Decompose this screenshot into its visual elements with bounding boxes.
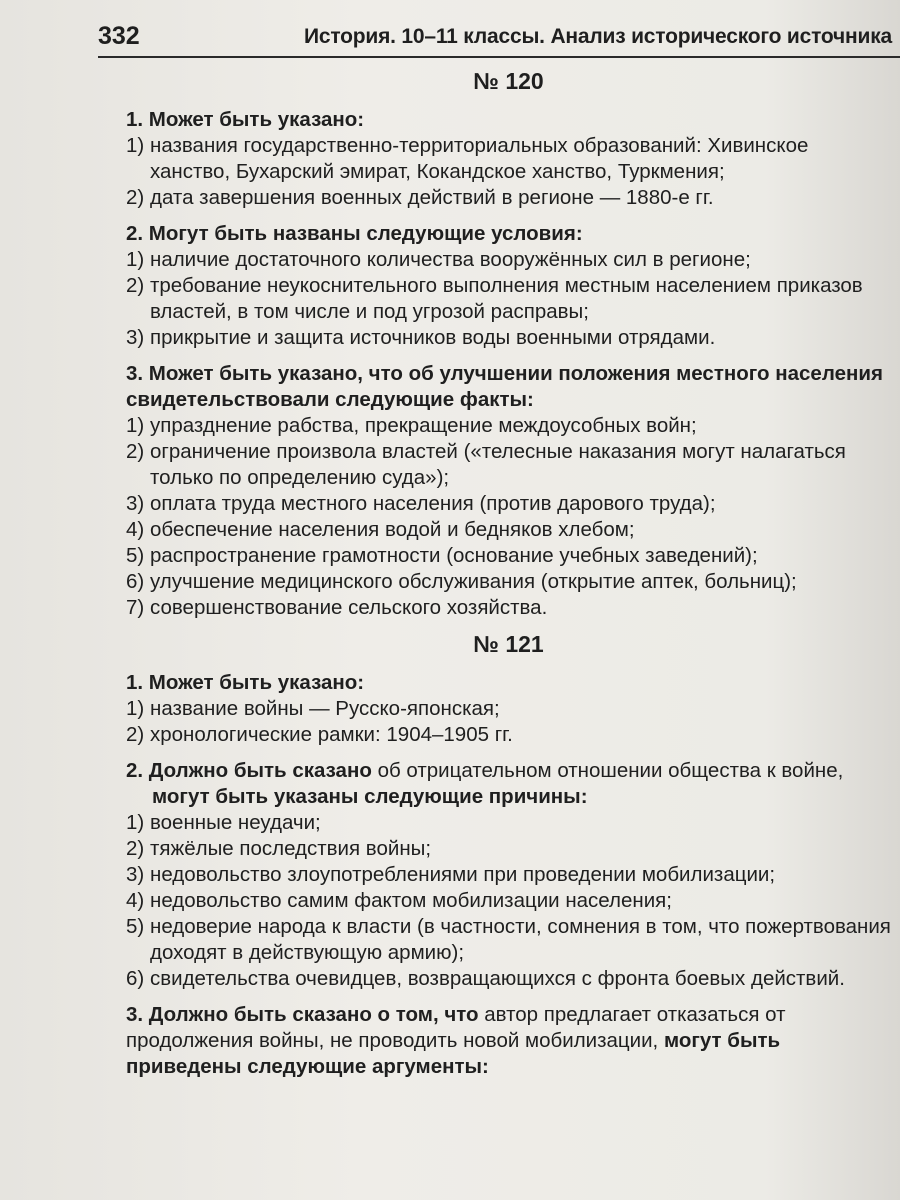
list-item: 4) обеспечение населения водой и бедняков хлебом; xyxy=(126,518,635,541)
list-item: 1) названия государственно-территориальных образований: Хивинское ханство, Бухарский эмират, Кокандское ханство, Туркмения; xyxy=(126,134,809,183)
list-item: 2) ограничение произвола властей («телесные наказания могут налагаться только по определению суда»); xyxy=(126,440,846,489)
question-heading: 2. Должно быть сказано об отрицательном отношении общества к войне, могут быть указаны следующие причины: xyxy=(126,759,844,808)
answer-list xyxy=(126,696,891,748)
question-heading: 1. Может быть указано: xyxy=(126,671,365,694)
list-item: 5) недоверие народа к власти (в частности, сомнения в том, что пожертвования доходят в действующую армию); xyxy=(126,915,891,964)
question-heading: 2. Могут быть названы следующие условия: xyxy=(126,222,583,245)
list-item: 2) хронологические рамки: 1904–1905 гг. xyxy=(126,723,513,746)
list-item: 6) свидетельства очевидцев, возвращающихся с фронта боевых действий. xyxy=(126,967,845,990)
answer-list xyxy=(126,810,891,992)
list-item: 3) недовольство злоупотреблениями при проведении мобилизации; xyxy=(126,863,776,886)
question-heading: 3. Должно быть сказано о том, что автор предлагает отказаться от продолжения войны, не проводить новой мобилизации, могут быть приведены следующие аргументы: xyxy=(126,1003,786,1078)
list-item: 3) оплата труда местного населения (против дарового труда); xyxy=(126,492,716,515)
list-item: 1) военные неудачи; xyxy=(126,811,321,834)
question-heading: 1. Может быть указано: xyxy=(126,108,365,131)
question-heading: 3. Может быть указано, что об улучшении положения местного населения свидетельствовали следующие факты: xyxy=(126,362,883,411)
answer-list xyxy=(126,133,891,211)
list-item: 2) дата завершения военных действий в регионе — 1880-е гг. xyxy=(126,186,714,209)
page-content xyxy=(126,58,891,1080)
answer-list xyxy=(126,413,891,621)
list-item: 5) распространение грамотности (основание учебных заведений); xyxy=(126,544,758,567)
list-item: 3) прикрытие и защита источников воды военными отрядами. xyxy=(126,326,716,349)
list-item: 2) требование неукоснительного выполнения местным населением приказов властей, в том числе и под угрозой расправы; xyxy=(126,274,863,323)
list-item: 4) недовольство самим фактом мобилизации населения; xyxy=(126,889,672,912)
list-item: 7) совершенствование сельского хозяйства. xyxy=(126,596,548,619)
list-item: 1) наличие достаточного количества вооружённых сил в регионе; xyxy=(126,248,751,271)
answer-list xyxy=(126,247,891,351)
running-title: История. 10–11 классы. Анализ исторического источника xyxy=(303,25,892,48)
page-number: 332 xyxy=(98,22,140,50)
list-item: 1) название войны — Русско-японская; xyxy=(126,697,500,720)
list-item: 6) улучшение медицинского обслуживания (открытие аптек, больниц); xyxy=(126,570,797,593)
section-number: № 121 xyxy=(473,631,544,657)
section-number: № 120 xyxy=(473,68,544,94)
list-item: 2) тяжёлые последствия войны; xyxy=(126,837,432,860)
list-item: 1) упразднение рабства, прекращение междоусобных войн; xyxy=(126,414,697,437)
page-header xyxy=(98,22,900,58)
